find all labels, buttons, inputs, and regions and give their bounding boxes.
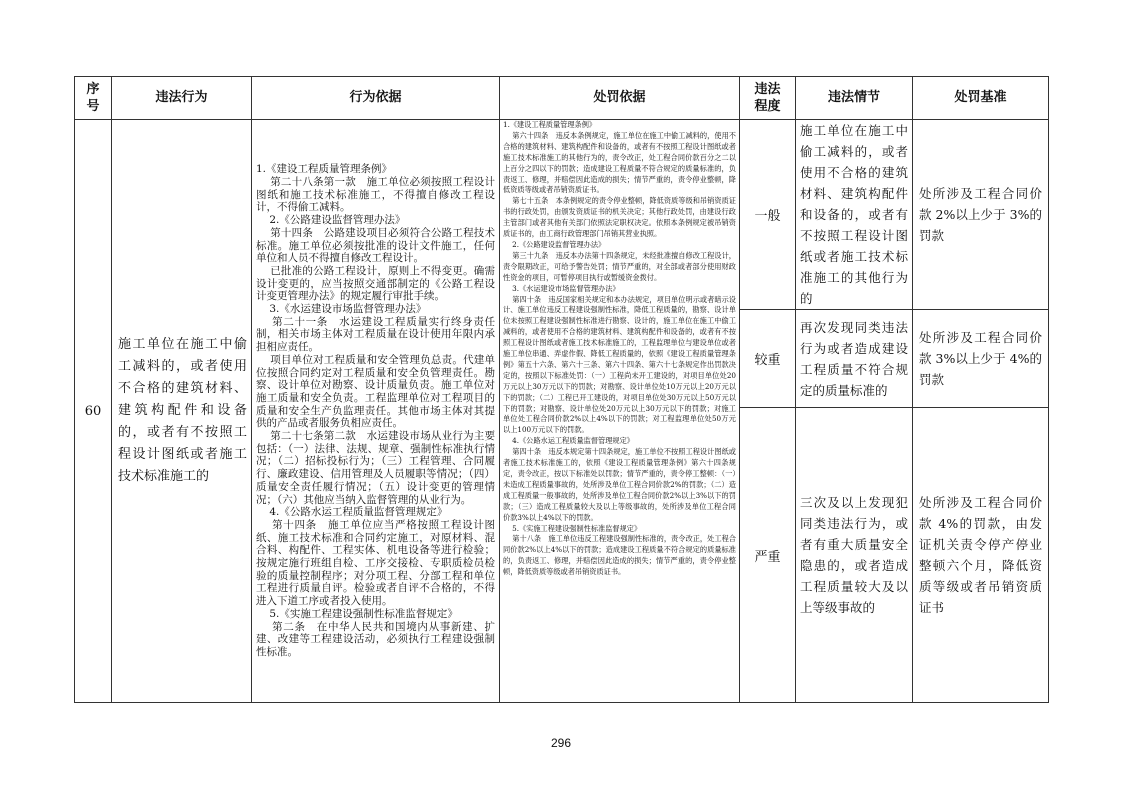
row-serial-number: 60 [75, 120, 112, 703]
table-header-row [75, 77, 1049, 120]
standard-severe-cell [913, 408, 1049, 703]
header-circumstance: 违法情节 [796, 77, 913, 120]
page-number: 296 [550, 736, 572, 750]
circumstance-general-cell [796, 120, 913, 310]
circumstance-severe-cell [796, 408, 913, 703]
standard-serious-cell [913, 310, 1049, 408]
violation-cell [112, 120, 252, 703]
table-row [75, 120, 1049, 310]
conduct-basis-cell [252, 120, 500, 703]
standard-severe: 处所涉及工程合同价款 4%的罚款，由发证机关责令停产停业整顿六个月，降低资质等级或者吊销资质证书 [919, 495, 1042, 615]
violation-text: 施工单位在施工中偷工减料的，或者使用不合格的建筑材料、建筑构配件和设备的，或者有不按照工程设计图纸或者施工技术标准施工的 [118, 337, 247, 484]
level-severe: 严重 [740, 408, 796, 703]
penalty-basis-cell [500, 120, 740, 703]
header-serial-number: 序号 [75, 77, 112, 120]
circumstance-serious-cell [796, 310, 913, 408]
level-general: 一般 [740, 120, 796, 310]
penalty-basis-text: 1.《建设工程质量管理条例》 第六十四条 违反本条例规定，施工单位在施工中偷工减料的，使用不合格的建筑材料、建筑构配件和设备的，或者有不按照工程设计图纸或者施工技术标准施工的其他行为的，责令改正，处工程合同价款百分之二以上百分之四以下的罚款；造成建设工程质量不符合规定的质量标准的，负责返工、修理，并赔偿因此造成的损失；情节严重的，责令停业整顿，降低资质等级或者吊销资质证书。 第七十五条 本条例规定的责令停业整顿，降低资质等级和吊销资质证书的行政处罚，由颁发资质证书的机关决定；其他行政处罚，由建设行政主管部门或者其他有关部门依照法定职权决定。依照本条例规定被吊销资质证书的，由工商行政管理部门吊销其营业执照。 2.《公路建设监督管理办法》 第三十九条 违反本办法第十四条规定，未经批准擅自修改工程设计，责令限期改正，可给予警告处罚；情节严重的，对全部或者部分使用财政性资金的项目，可暂停项目执行或暂缓资金拨付。 3.《水运建设市场监督管理办法》 第四十条 违反国家相关规定和本办法规定，项目单位明示或者暗示设计、施工单位违反工程建设强制性标准，降低工程质量的，勘察、设计单位未按照工程建设强制性标准进行勘察、设计的，施工单位在施工中偷工减料的，或者使用不合格的建筑材料、建筑构配件和设备的，或者有不按照工程设计图纸或者施工技术标准施工的，工程监理单位与建设单位或者施工单位串通、弄虚作假、降低工程质量的，依照《建设工程质量管理条例》第五十六条、第六十三条、第六十四条、第六十七条规定作出罚款决定的，按照以下标准处罚：（一）工程尚未开工建设的，对项目单位处20万元以上30万元以下的罚款；对勘察、设计单位处10万元以上20万元以下的罚款；（二）工程已开工建设的，对项目单位处30万元以上50万元以下的罚款；对勘察、设计单位处20万元以上30万元以下的罚款；对施工单位处工程合同价款2%以上4%以下的罚款；对工程监理单位处50万元以上100万元以下的罚款。 4.《公路水运工程质量监督管理规定》 第四十条 违反本规定第十四条规定，施工单位不按照工程设计图纸或者施工技术标准施工的，依照《建设工程质量管理条例》第六十四条规定，责令改正，按以下标准处以罚款；情节严重的，责令停工整顿：（一）未造成工程质量事故的，处所涉及单位工程合同价款2%的罚款；（二）造成工程质量一般事故的，处所涉及单位工程合同价款2%以上3%以下的罚款；（三）造成工程质量较大及以上等级事故的，处所涉及单位工程合同价款3%以上4%以下的罚款。 5.《实施工程建设强制性标准监督规定》 第十八条 施工单位违反工程建设强制性标准的，责令改正，处工程合同价款2%以上4%以下的罚款；造成建设工程质量不符合规定的质量标准的，负责返工、修理，并赔偿因此造成的损失；情节严重的，责令停业整顿，降低资质等级或者吊销资质证书。 [503, 120, 736, 577]
circumstance-serious: 再次发现同类违法行为或者造成建设工程质量不符合规定的质量标准的 [800, 319, 908, 398]
circumstance-severe: 三次及以上发现犯同类违法行为，或者有重大质量安全隐患的，或者造成工程质量较大及以上等级事故的 [800, 495, 908, 615]
header-penalty-basis: 处罚依据 [500, 77, 740, 120]
header-violation-degree: 违法程度 [740, 77, 796, 120]
conduct-basis-text: 1.《建设工程质量管理条例》 第二十八条第一款 施工单位必须按照工程设计图纸和施工技术标准施工，不得擅自修改工程设计，不得偷工减料。 2.《公路建设监督管理办法》 第十四条 公路建设项目必须符合公路工程技术标准。施工单位必须按批准的设计文件施工，任何单位和人员不得擅自修改工程设计。 已批准的公路工程设计，原则上不得变更。确需设计变更的，应当按照交通部制定的《公路工程设计变更管理办法》的规定履行审批手续。 3.《水运建设市场监督管理办法》 第二十一条 水运建设工程质量实行终身责任制，相关市场主体对工程质量在设计使用年限内承担相应责任。 项目单位对工程质量和安全管理负总责。代建单位按照合同约定对工程质量和安全负管理责任。勘察、设计单位对勘察、设计质量负责。施工单位对施工质量和安全负责。工程监理单位对工程项目的质量和安全生产负监理责任。其他市场主体对其提供的产品或者服务负相应责任。 第二十七条第二款 水运建设市场从业行为主要包括：（一）法律、法规、规章、强制性标准执行情况；（二）招标投标行为；（三）工程管理、合同履行、廉政建设、信用管理及人员履职等情况；（四）质量安全责任履行情况；（五）设计变更的管理情况；（六）其他应当纳入监督管理的从业行为。 4.《公路水运工程质量监督管理规定》 第十四条 施工单位应当严格按照工程设计图纸、施工技术标准和合同约定施工，对原材料、混合料、构配件、工程实体、机电设备等进行检验；按规定施行班组自检、工序交接检、专职质检员检验的质量控制程序；对分项工程、分部工程和单位工程进行质量自评。检验或者自评不合格的，不得进入下道工序或者投入使用。 5.《实施工程建设强制性标准监督规定》 第二条 在中华人民共和国境内从事新建、扩建、改建等工程建设活动，必须执行工程建设强制性标准。 [256, 163, 496, 658]
standard-general-cell [913, 120, 1049, 310]
circumstance-general: 施工单位在施工中偷工减料的，或者使用不合格的建筑材料、建筑构配件和设备的，或者有不按照工程设计图纸或者施工技术标准施工的其他行为的 [800, 123, 908, 306]
level-serious: 较重 [740, 310, 796, 408]
standard-general: 处所涉及工程合同价款 2%以上少于 3%的罚款 [919, 186, 1042, 243]
header-violation: 违法行为 [112, 77, 252, 120]
header-penalty-standard: 处罚基准 [913, 77, 1049, 120]
header-conduct-basis: 行为依据 [252, 77, 500, 120]
standard-serious: 处所涉及工程合同价款 3%以上少于 4%的罚款 [919, 330, 1042, 387]
penalty-standard-table [74, 76, 1049, 703]
